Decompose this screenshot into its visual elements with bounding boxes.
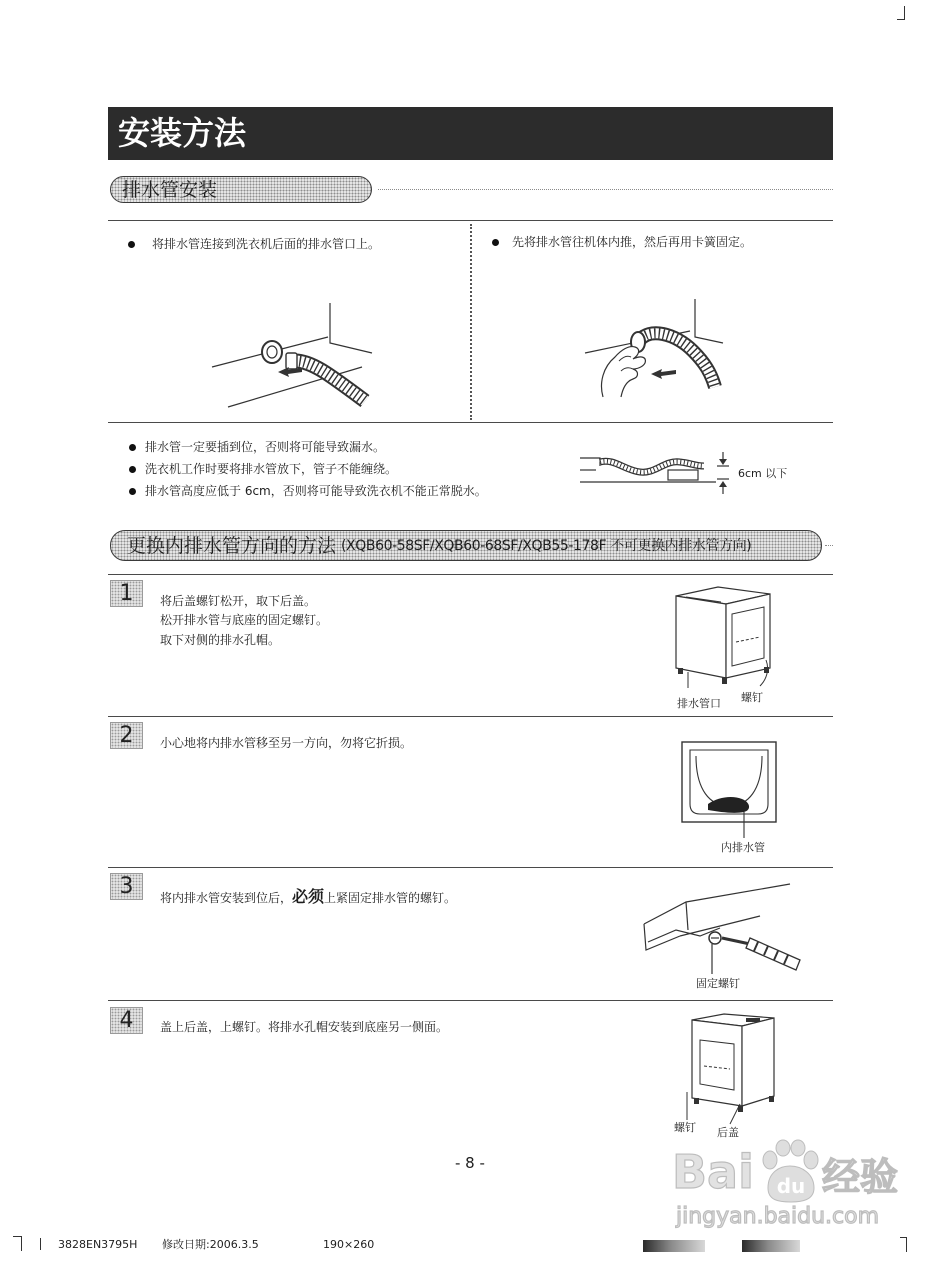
- note-item: 洗衣机工作时要将排水管放下，管子不能缠绕。: [145, 462, 398, 476]
- footer-revision-date: 修改日期:2006.3.5: [162, 1238, 259, 1251]
- step-3-text-after: 上紧固定排水管的螺钉。: [324, 891, 457, 905]
- section-heading-text: 排水管安装: [122, 179, 218, 201]
- label-rear-cover: 后盖: [717, 1126, 739, 1139]
- washer-rear-illustration: [666, 582, 774, 690]
- step-1-line: 将后盖螺钉松开，取下后盖。: [160, 594, 317, 608]
- crop-mark-top-right: [897, 6, 905, 20]
- column-separator: [470, 224, 472, 420]
- section-heading-change-direction: [110, 530, 822, 561]
- note-item: 排水管高度应低于 6cm，否则将可能导致洗衣机不能正常脱水。: [145, 484, 487, 498]
- watermark-brand-latin: Bai: [672, 1145, 754, 1199]
- push-hose-illustration: [575, 295, 725, 405]
- heading-dotted-rule: [825, 545, 833, 546]
- divider: [108, 867, 833, 868]
- page-title-bar: [108, 107, 833, 160]
- washer-cover-illustration: [684, 1010, 778, 1126]
- crop-mark-bottom-left-bar: [40, 1238, 41, 1250]
- step-number-4: 4: [110, 1007, 143, 1034]
- divider: [108, 422, 833, 423]
- hose-height-diagram: [578, 448, 718, 498]
- bullet: [129, 488, 136, 495]
- height-dimension-arrows: [716, 452, 730, 496]
- divider: [108, 574, 833, 575]
- crop-mark-bottom-left: [13, 1236, 22, 1251]
- label-screw: 螺钉: [741, 691, 763, 704]
- inner-drain-hose-illustration: [680, 740, 778, 840]
- step-4-line: 盖上后盖，上螺钉。将排水孔帽安装到底座另一侧面。: [160, 1020, 449, 1034]
- paw-logo-icon: [758, 1138, 820, 1204]
- print-registration-bar: [742, 1240, 800, 1252]
- print-registration-bar: [643, 1240, 705, 1252]
- section-heading-drain-hose: [110, 176, 372, 203]
- section-heading-note: (XQB60-58SF/XQB60-68SF/XQB55-178F 不可更换内排水管方向): [341, 538, 752, 554]
- left-instruction: 将排水管连接到洗衣机后面的排水管口上。: [152, 237, 381, 251]
- step-1-line: 松开排水管与底座的固定螺钉。: [160, 613, 329, 627]
- fix-screw-illustration: [640, 880, 808, 978]
- footer-doc-code: 3828EN3795H: [58, 1238, 138, 1251]
- connect-hose-illustration: [200, 295, 375, 410]
- right-instruction: 先将排水管往机体内推，然后再用卡簧固定。: [512, 235, 753, 249]
- step-3-text-before: 将内排水管安装到位后，: [160, 891, 293, 905]
- section-heading-text: 更换内排水管方向的方法: [127, 535, 337, 557]
- step-number-3: 3: [110, 873, 143, 900]
- step-number-1: 1: [110, 580, 143, 607]
- label-inner-drain-hose: 内排水管: [721, 841, 765, 854]
- height-limit-label: 6cm 以下: [738, 467, 788, 480]
- step-3-line: [160, 889, 456, 906]
- label-screw: 螺钉: [674, 1121, 696, 1134]
- page-number: - 8 -: [455, 1154, 485, 1172]
- label-drain-outlet: 排水管口: [677, 697, 721, 710]
- label-fixing-screw: 固定螺钉: [696, 977, 740, 990]
- footer-paper-size: 190×260: [323, 1238, 375, 1251]
- page-title: 安装方法: [118, 114, 247, 152]
- step-2-line: 小心地将内排水管移至另一方向，勿将它折损。: [160, 736, 413, 750]
- bullet: [492, 239, 499, 246]
- bullet: [129, 444, 136, 451]
- bullet: [128, 241, 135, 248]
- divider: [108, 1000, 833, 1001]
- step-3-emphasis: 必须: [292, 887, 325, 906]
- heading-dotted-rule: [378, 189, 833, 190]
- watermark-paw-text: du: [776, 1174, 806, 1198]
- note-item: 排水管一定要插到位，否则将可能导致漏水。: [145, 440, 386, 454]
- watermark-url: jingyan.baidu.com: [676, 1204, 880, 1229]
- watermark-brand-cn: 经验: [822, 1155, 899, 1199]
- divider: [108, 220, 833, 221]
- bullet: [129, 466, 136, 473]
- step-1-line: 取下对侧的排水孔帽。: [160, 633, 281, 647]
- crop-mark-bottom-right: [900, 1237, 907, 1252]
- divider: [108, 716, 833, 717]
- step-number-2: 2: [110, 722, 143, 749]
